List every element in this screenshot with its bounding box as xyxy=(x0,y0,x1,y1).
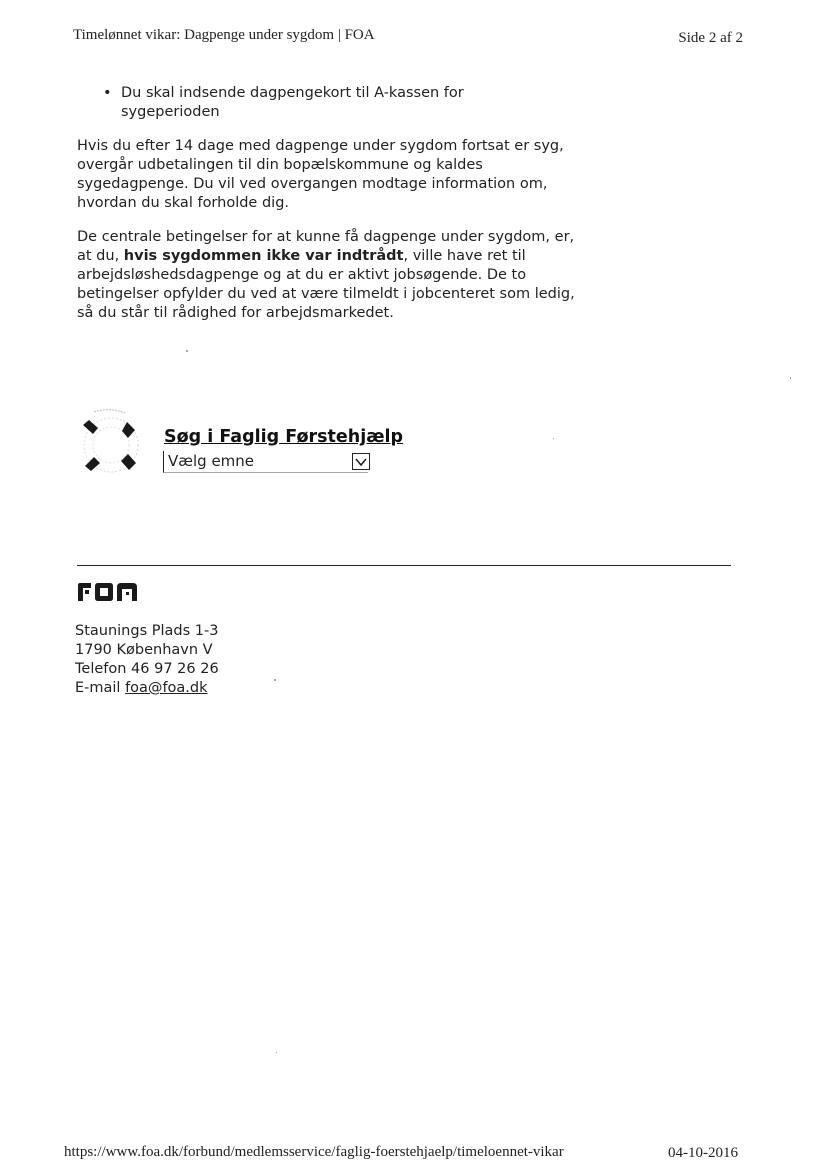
faglig-foerstehjaelp-search xyxy=(80,408,420,488)
contact-phone: Telefon 46 97 26 26 xyxy=(75,661,219,677)
scan-speck xyxy=(790,377,791,379)
foa-contact-address xyxy=(75,622,219,698)
address-city: 1790 København V xyxy=(75,642,213,658)
chevron-down-icon[interactable] xyxy=(352,453,370,470)
contact-email-label: E-mail xyxy=(75,680,126,696)
print-footer-date: 04-10-2016 xyxy=(668,1145,738,1161)
lifebuoy-icon xyxy=(80,408,146,478)
paragraph-conditions-emphasis: hvis sygdommen ikke var indtrådt xyxy=(123,248,404,264)
contact-email-line xyxy=(75,679,219,698)
contact-email-link[interactable]: foa@foa.dk xyxy=(125,680,208,696)
paragraph-transfer-to-municipality: Hvis du efter 14 dage med dagpenge under sygdom fortsat er syg, overgår udbetalingen til din bopælskommune og kaldes sygedagpenge. Du vil ved overgangen modtage information om, hvordan du skal forholde dig. xyxy=(77,138,564,211)
bullet-list xyxy=(77,84,577,122)
article-body xyxy=(77,84,577,323)
paragraph-conditions xyxy=(77,228,577,323)
chevron-down-glyph xyxy=(355,457,367,467)
address-street: Staunings Plads 1-3 xyxy=(75,623,219,639)
foa-logo xyxy=(77,580,139,602)
print-header-page-number: Side 2 af 2 xyxy=(678,30,743,46)
scan-speck xyxy=(553,438,554,439)
scan-speck xyxy=(186,350,188,352)
list-item: • Du skal indsende dagpengekort til A-kassen for sygeperioden xyxy=(121,84,521,122)
paragraph-conditions-text-start: De centrale betingelser for at kunne få dagpenge under sygdom, er, at du, xyxy=(77,229,575,264)
print-header-title: Timelønnet vikar: Dagpenge under sygdom | FOA xyxy=(73,27,375,43)
topic-select[interactable] xyxy=(163,451,368,473)
print-footer-url: https://www.foa.dk/forbund/medlemsservice/faglig-foerstehjaelp/timeloennet-vikar xyxy=(64,1144,564,1160)
scan-speck xyxy=(276,1052,277,1053)
scan-speck xyxy=(274,679,276,681)
search-heading: Søg i Faglig Førstehjælp xyxy=(164,427,404,447)
footer-divider xyxy=(77,565,731,566)
paragraph-conditions-text-end: , ville have ret til arbejdsløshedsdagpenge og at du er aktivt jobsøgende. De to betingelser opfylder du ved at være tilmeldt i jobcenteret som ledig, så du står til rådighed for arbejdsmarkedet. xyxy=(77,248,575,321)
topic-select-value: Vælg emne xyxy=(168,452,255,470)
